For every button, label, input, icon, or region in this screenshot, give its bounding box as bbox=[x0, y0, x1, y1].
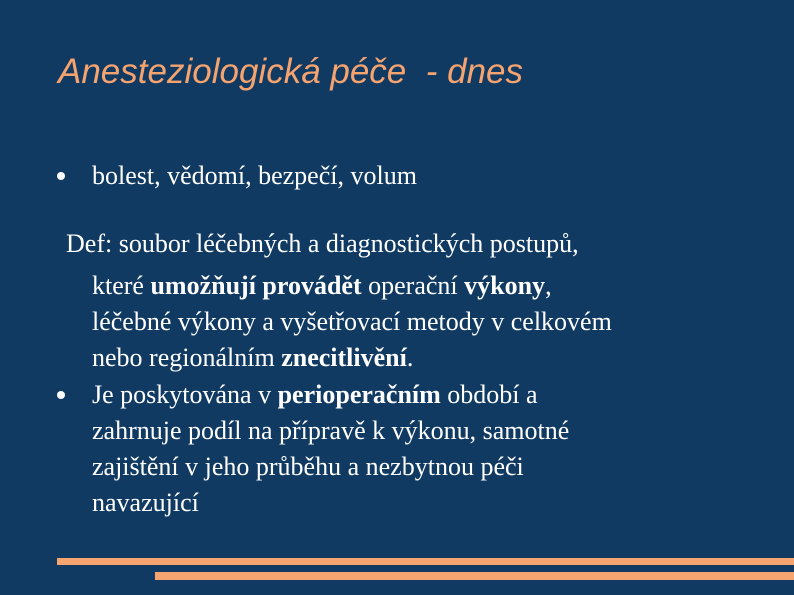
definition-line-4 bbox=[92, 340, 413, 375]
bullet-text-2-line-3: zajištění v jeho průběhu a nezbytnou péči bbox=[92, 452, 524, 481]
bullet-emphasis: perioperačním bbox=[277, 380, 441, 409]
bullet-text-1: bolest, vědomí, bezpečí, volum bbox=[92, 161, 417, 190]
bullet-text: Je poskytována v bbox=[92, 380, 278, 409]
definition-emphasis: výkony bbox=[464, 271, 546, 300]
definition-text: operační bbox=[361, 271, 465, 300]
definition-text: nebo regionálním bbox=[92, 343, 282, 372]
bullet-text: období a bbox=[440, 380, 538, 409]
definition-text: , bbox=[545, 271, 552, 300]
bullet-text-2-line-1 bbox=[92, 377, 538, 412]
bullet-dot bbox=[57, 391, 65, 399]
definition-text: . bbox=[406, 343, 414, 372]
definition-emphasis: znecitlivění bbox=[281, 343, 407, 372]
definition-text: které bbox=[92, 271, 151, 300]
slide-title: Anesteziologická péče - dnes bbox=[58, 52, 523, 91]
bullet-text-2-line-4: navazující bbox=[92, 488, 199, 517]
decorative-rule-top bbox=[57, 558, 794, 565]
bullet-dot bbox=[57, 172, 65, 180]
definition-line-1: Def: soubor léčebných a diagnostických postupů, bbox=[66, 229, 579, 258]
definition-emphasis: umožňují provádět bbox=[150, 271, 362, 300]
definition-line-3: léčebné výkony a vyšetřovací metody v celkovém bbox=[92, 307, 612, 336]
decorative-rule-bottom bbox=[155, 572, 794, 580]
definition-line-2 bbox=[92, 268, 552, 303]
bullet-text-2-line-2: zahrnuje podíl na přípravě k výkonu, samotné bbox=[92, 416, 570, 445]
